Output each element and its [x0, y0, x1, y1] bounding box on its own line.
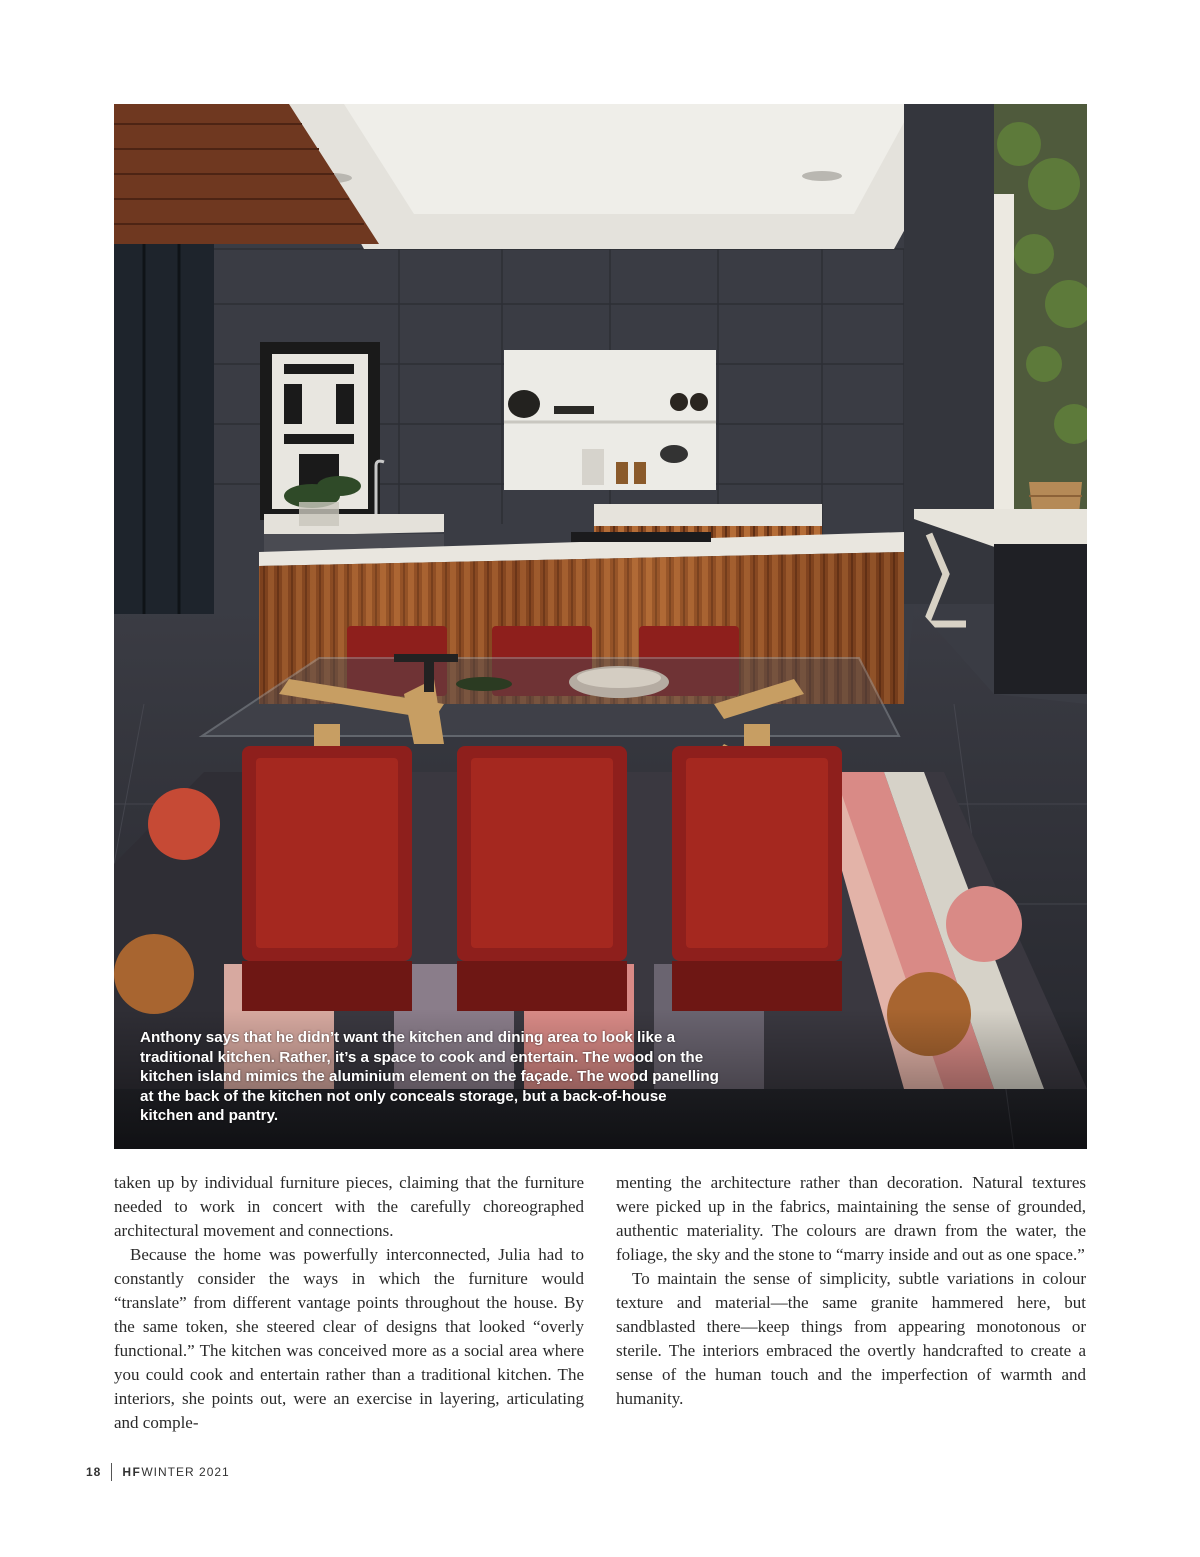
paragraph: taken up by individual furniture pieces, claiming that the furniture needed to work in concert with the carefully choreographed architectural movement and connections. — [114, 1173, 584, 1240]
photo-illustration — [114, 104, 1087, 1149]
footer-divider — [111, 1463, 112, 1481]
magazine-brand: HF — [122, 1465, 142, 1479]
paragraph: menting the architecture rather than decoration. Natural textures were picked up in the fabrics, maintaining the sense of grounded, authentic materiality. The colours are drawn from the water, the foliage, the sky and the stone to “marry inside and out as one space.” — [616, 1173, 1086, 1264]
kitchen-dining-photo — [114, 104, 1087, 1149]
paragraph: To maintain the sense of simplicity, subtle variations in colour texture and material—the same granite hammered here, but sandblasted there—keep things from appearing monotonous or sterile. The interiors embraced the overtly handcrafted to create a sense of the human touch and the imperfection of warmth and humanity. — [616, 1269, 1086, 1408]
page-footer — [86, 1463, 230, 1481]
page-number: 18 — [86, 1465, 102, 1479]
article-column-left — [114, 1171, 584, 1435]
photo-caption: Anthony says that he didn’t want the kitchen and dining area to look like a traditional kitchen. Rather, it’s a space to cook and entertain. The wood on the kitchen island mimics the aluminium element on the façade. The wood panelling at the back of the kitchen not only conceals storage, but a back-of-house kitchen and pantry. — [140, 1029, 719, 1125]
issue-label: WINTER 2021 — [141, 1465, 230, 1479]
paragraph: Because the home was powerfully interconnected, Julia had to constantly consider the ways in which the furniture would “translate” from different vantage points throughout the house. By the same token, she steered clear of designs that looked “overly functional.” The kitchen was conceived more as a social area where you could cook and entertain rather than a traditional kitchen. The interiors, she points out, were an exercise in layering, articulating and comple- — [114, 1245, 584, 1432]
article-column-right — [616, 1171, 1086, 1411]
